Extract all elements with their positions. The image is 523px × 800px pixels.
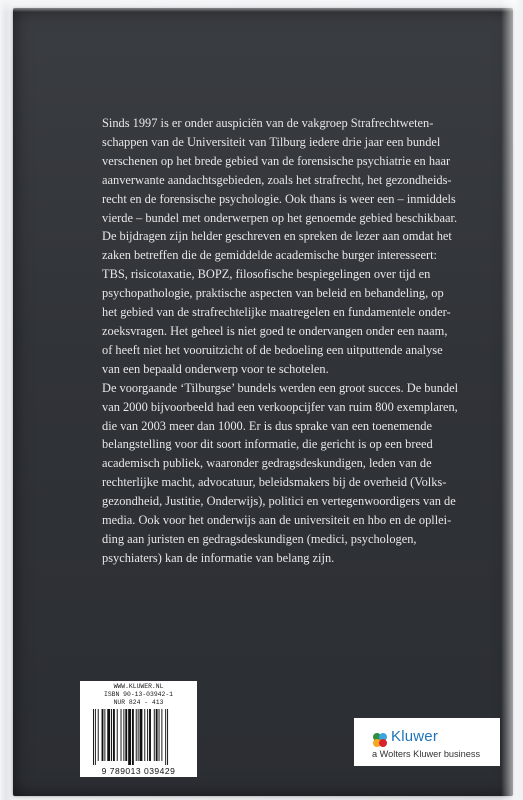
barcode-bar — [104, 709, 105, 761]
blurb-line: zoeksvragen. Het geheel is niet goed te ondervangen onder een naam, — [102, 323, 448, 338]
barcode-bar — [107, 709, 110, 761]
barcode-bar — [147, 709, 148, 761]
blurb-line: schappen van de Universiteit van Tilburg iedere drie jaar een bundel — [102, 134, 441, 149]
blurb-line: recht en de forensische psychologie. Ook thans is weer een – inmiddels — [102, 191, 456, 206]
barcode-bar — [132, 709, 134, 765]
blurb-line: van een bepaald onderwerp voor te schotelen. — [102, 361, 329, 376]
blurb-line: Sinds 1997 is er onder auspiciën van de vakgroep Strafrechtweten- — [102, 116, 434, 130]
barcode-bar — [125, 709, 127, 761]
blurb-line: gezondheid, Justitie, Onderwijs), politici en vertegenwoordigers van de — [102, 494, 456, 509]
barcode-bar — [154, 709, 155, 761]
blurb-line: die van 2003 meer dan 1000. Er is dus sprake van een toenemende — [102, 418, 432, 433]
publisher-name: Kluwer — [391, 728, 439, 745]
barcode-bar — [136, 709, 137, 761]
nur-text: NUR 824 - 413 — [113, 699, 164, 706]
shrink-wrap-glare-right — [501, 0, 523, 800]
website-text: WWW.KLUWER.NL — [113, 683, 164, 690]
blurb-line: het gebied van de strafrechtelijke maatregelen en fundamentele onder- — [102, 305, 451, 320]
blurb-line: verschenen op het brede gebied van de forensische psychiatrie en haar — [102, 153, 451, 168]
barcode-digits: 9 789013 039429 — [101, 766, 176, 776]
barcode-bar — [102, 709, 104, 761]
publisher-tagline: a Wolters Kluwer business — [372, 749, 481, 759]
blurb-line: TBS, risicotaxatie, BOPZ, filosofische bespiegelingen over tijd en — [102, 267, 431, 282]
blurb-line: aanverwante aandachtsgebieden, zoals het strafrecht, het gezondheids- — [102, 172, 452, 187]
barcode-bar — [111, 709, 112, 761]
barcode-bar — [138, 709, 139, 761]
kluwer-logo-icon — [372, 732, 388, 748]
isbn-text: ISBN 90-13-03942-1 — [103, 691, 174, 698]
book-back-cover — [13, 8, 513, 796]
barcode-bar — [93, 709, 94, 765]
back-cover-blurb — [102, 114, 502, 568]
barcode-bar — [140, 709, 143, 761]
barcode-bar — [95, 709, 96, 765]
barcode-bar — [161, 709, 162, 761]
barcode-bar — [149, 709, 151, 761]
barcode-bars — [93, 709, 185, 765]
blurb-line: vierde – bundel met onderwerpen op het genoemde gebied beschikbaar. — [102, 210, 458, 225]
barcode-bar — [167, 709, 168, 765]
blurb-line: zaken betreffen die de gemiddelde academische burger interesseert: — [102, 248, 437, 263]
blurb-line: De voorgaande ‘Tilburgse’ bundels werden een groot succes. De bundel — [102, 380, 459, 395]
barcode-bar — [123, 709, 124, 761]
barcode-bar — [128, 709, 131, 765]
blurb-line: De bijdragen zijn helder geschreven en spreken de lezer aan omdat het — [102, 229, 452, 244]
blurb-line: rechterlijke macht, advocatuur, beleidsmakers bij de overheid (Volks- — [102, 475, 447, 490]
barcode-bar — [117, 709, 118, 761]
blurb-line: belangstelling voor dit soort informatie, die gericht is op een breed — [102, 437, 433, 452]
barcode-bar — [113, 709, 115, 761]
barcode-bar — [144, 709, 145, 761]
barcode-bar — [165, 709, 166, 765]
barcode-bar — [159, 709, 160, 761]
blurb-line: psychopathologie, praktische aspecten van beleid en behandeling, op — [102, 286, 444, 301]
blurb-line: of heeft niet het vooruitzicht of de bedoeling een uitputtende analyse — [102, 342, 443, 357]
publisher-panel — [354, 718, 500, 766]
blurb-line: van 2000 bijvoorbeeld had een verkoopcijfer van ruim 800 exemplaren, — [102, 399, 458, 414]
blurb-line: media. Ook voor het onderwijs aan de universiteit en hbo en de opllei- — [102, 513, 452, 528]
barcode-header — [80, 683, 197, 707]
blurb-line: ding aan juristen en gedragsdeskundigen (medici, psychologen, — [102, 531, 417, 546]
barcode-bar — [98, 709, 99, 761]
blurb-line: academisch publiek, waaronder gedragsdeskundigen, leden van de — [102, 456, 432, 471]
barcode-bar — [156, 709, 158, 761]
barcode-bar — [121, 709, 122, 761]
blurb-line: psychiaters) kan de informatie van belang zijn. — [102, 550, 335, 565]
shrink-wrap-glare-top — [0, 0, 523, 12]
isbn-barcode-block — [80, 681, 197, 777]
